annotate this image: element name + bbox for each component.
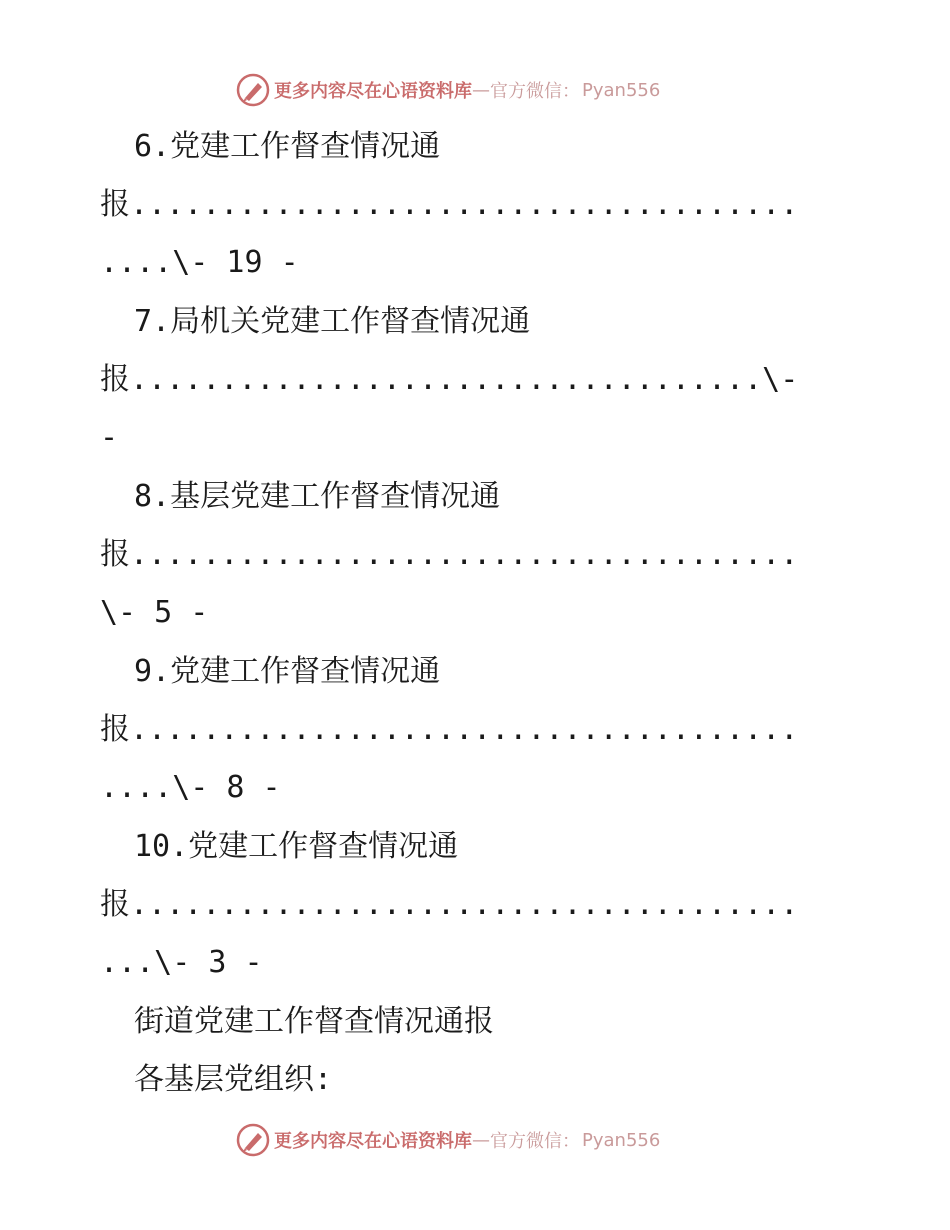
pen-logo-icon <box>236 1123 270 1157</box>
header-watermark <box>236 72 660 108</box>
watermark-wechat-id: Pyan556 <box>582 79 661 101</box>
toc-entry-7-title: 7.局机关党建工作督查情况通 <box>134 304 531 339</box>
footer-watermark <box>236 1122 660 1158</box>
watermark-wechat-id: Pyan556 <box>582 1129 661 1151</box>
toc-entry-6-leader: 报..................................... <box>100 187 799 222</box>
toc-entry-8-page: \- 5 - <box>100 595 209 630</box>
document-heading: 街道党建工作督查情况通报 <box>134 1004 494 1039</box>
watermark-dash: — <box>472 79 490 101</box>
watermark-wechat-label: 官方微信： <box>490 81 580 102</box>
toc-entry-7-page: - <box>100 420 119 455</box>
toc-entry-9-leader: 报..................................... <box>100 712 799 747</box>
toc-entry-10-leader: 报..................................... <box>100 887 799 922</box>
watermark-wechat-label: 官方微信： <box>490 1131 580 1152</box>
toc-entry-8-leader: 报..................................... <box>100 537 799 572</box>
toc-entry-10-title: 10.党建工作督查情况通 <box>134 829 459 864</box>
toc-entry-6-page: ....\- 19 - <box>100 245 299 280</box>
watermark-prefix: 更多内容尽在心语资料库 <box>274 81 472 102</box>
watermark-dash: — <box>472 1129 490 1151</box>
pen-logo-icon <box>236 73 270 107</box>
toc-entry-6-title: 6.党建工作督查情况通 <box>134 129 441 164</box>
salutation: 各基层党组织: <box>134 1062 333 1097</box>
watermark-prefix: 更多内容尽在心语资料库 <box>274 1131 472 1152</box>
toc-entry-7-leader: 报...................................\- <box>100 362 799 397</box>
toc-entry-9-title: 9.党建工作督查情况通 <box>134 654 441 689</box>
toc-entry-8-title: 8.基层党建工作督查情况通 <box>134 479 501 514</box>
toc-entry-9-page: ....\- 8 - <box>100 770 281 805</box>
toc-entry-10-page: ...\- 3 - <box>100 945 263 980</box>
